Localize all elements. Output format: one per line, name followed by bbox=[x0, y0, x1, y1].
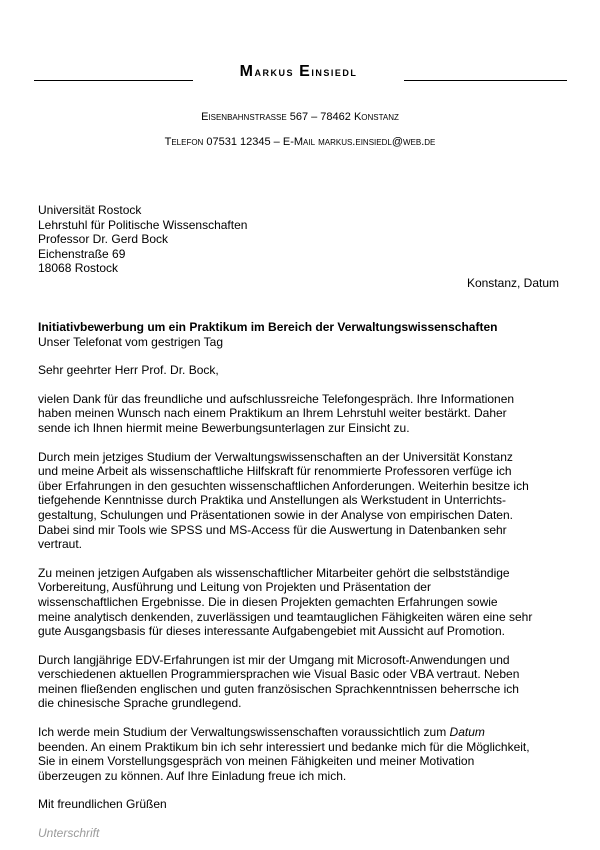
paragraph-line: beenden. An einem Praktikum bin ich sehr interessiert und bedanke mich für die Möglichkeit, bbox=[38, 739, 530, 754]
recipient-line: Universität Rostock bbox=[38, 203, 142, 217]
letterhead-rule-left bbox=[34, 80, 193, 81]
paragraph-line: vielen Dank für das freundliche und aufschlussreiche Telefongespräch. Ihre Informationen bbox=[38, 391, 515, 406]
final-paragraph bbox=[38, 725, 560, 783]
paragraph-line: vertraut. bbox=[38, 537, 83, 552]
paragraph-line: über Erfahrungen in den gesuchten wissenschaftlichen Anforderungen. Weiterhin besitze ich bbox=[38, 478, 529, 493]
recipient-line: Lehrstuhl für Politische Wissenschaften bbox=[38, 217, 248, 232]
reference-line: Unser Telefonat vom gestrigen Tag bbox=[38, 334, 223, 349]
sender-first-name-rest: arkus bbox=[254, 64, 295, 79]
paragraph-line: meine analytisch denkenden, zuverlässigen und teamtauglichen Fähigkeiten wären eine sehr bbox=[38, 609, 533, 624]
recipient-address bbox=[38, 203, 247, 276]
paragraph bbox=[38, 566, 560, 639]
place-date: Konstanz, Datum bbox=[466, 276, 559, 290]
paragraph-line: Dabei sind mir Tools wie SPSS und MS-Access für die Auswertung in Datenbanken sehr bbox=[38, 522, 507, 537]
date-placeholder: Datum bbox=[449, 725, 485, 740]
paragraph bbox=[38, 450, 560, 552]
sender-contact: Telefon 07531 12345 – E-Mail markus.einsiedl@web.de bbox=[164, 136, 436, 148]
subject-line: Initiativbewerbung um ein Praktikum im Bereich der Verwaltungswissenschaften bbox=[38, 320, 498, 334]
sender-last-name-initial: E bbox=[299, 63, 312, 80]
recipient-line: Professor Dr. Gerd Bock bbox=[38, 232, 169, 247]
sender-address: Eisenbahnstrasse 567 – 78462 Konstanz bbox=[201, 111, 399, 123]
recipient-line: 18068 Rostock bbox=[38, 261, 119, 276]
letterhead-rule-right bbox=[404, 80, 567, 81]
paragraph-line: Sie in einem Vorstellungsgespräch von meinen Fähigkeiten und meiner Motivation bbox=[38, 754, 475, 769]
paragraph-line: wissenschaftlichen Ergebnisse. Die in diesen Projekten gemachten Erfahrungen sowie bbox=[38, 594, 498, 609]
paragraph-line: gute Ausgangsbasis für dieses interessante Aufgabengebiet mit Aussicht auf Promotion. bbox=[38, 624, 505, 639]
paragraph-line bbox=[38, 725, 560, 740]
paragraph-line: sende ich Ihnen hiermit meine Bewerbungsunterlagen zur Einsicht zu. bbox=[38, 420, 410, 435]
paragraph-text: Ich werde mein Studium der Verwaltungswissenschaften voraussichtlich zum bbox=[38, 725, 450, 740]
paragraph bbox=[38, 653, 560, 711]
paragraph-line: die chinesische Sprache grundlegend. bbox=[38, 696, 242, 711]
paragraph-line: Vorbereitung, Ausführung und Leitung von Projekten und Präsentation der bbox=[38, 580, 431, 595]
sender-last-name-rest: insiedl bbox=[311, 64, 358, 79]
signature-placeholder: Unterschrift bbox=[38, 826, 100, 841]
paragraph-line: verschiedenen aktuellen Programmiersprachen wie Visual Basic oder VBA vertraut. Neben bbox=[38, 667, 520, 682]
sender-first-name-initial: M bbox=[239, 63, 255, 80]
closing: Mit freundlichen Grüßen bbox=[38, 797, 167, 812]
recipient-line: Eichenstraße 69 bbox=[38, 246, 126, 261]
paragraph-line: Durch langjährige EDV-Erfahrungen ist mir der Umgang mit Microsoft-Anwendungen und bbox=[38, 652, 510, 667]
paragraph-line: gestaltung, Schulungen und Präsentationen sowie in der Analyse von empirischen Daten. bbox=[38, 507, 513, 522]
paragraph-line: überzeugen zu können. Auf Ihre Einladung freue ich mich. bbox=[38, 768, 347, 783]
salutation: Sehr geehrter Herr Prof. Dr. Bock, bbox=[38, 363, 219, 378]
letter-body bbox=[38, 320, 560, 841]
paragraph-line: tiefgehende Kenntnisse durch Praktika und Anstellungen als Werkstudent in Unterrichts- bbox=[38, 493, 507, 508]
paragraph-line: Zu meinen jetzigen Aufgaben als wissenschaftlicher Mitarbeiter gehört die selbstständige bbox=[38, 565, 510, 580]
paragraph-line: haben meinen Wunsch nach einem Praktikum an Ihrem Lehrstuhl weiter bestärkt. Daher bbox=[38, 406, 507, 421]
paragraph bbox=[38, 392, 560, 436]
paragraph-line: meinen fließenden englischen und guten französischen Sprachkenntnissen beherrsche ich bbox=[38, 681, 519, 696]
letterhead bbox=[0, 60, 600, 86]
sender-name bbox=[193, 63, 404, 81]
paragraph-line: und meine Arbeit als wissenschaftliche Hilfskraft für renommierte Professoren verfüge ich bbox=[38, 464, 512, 479]
paragraph-line: Durch mein jetziges Studium der Verwaltungswissenschaften an der Universität Konstanz bbox=[38, 449, 513, 464]
